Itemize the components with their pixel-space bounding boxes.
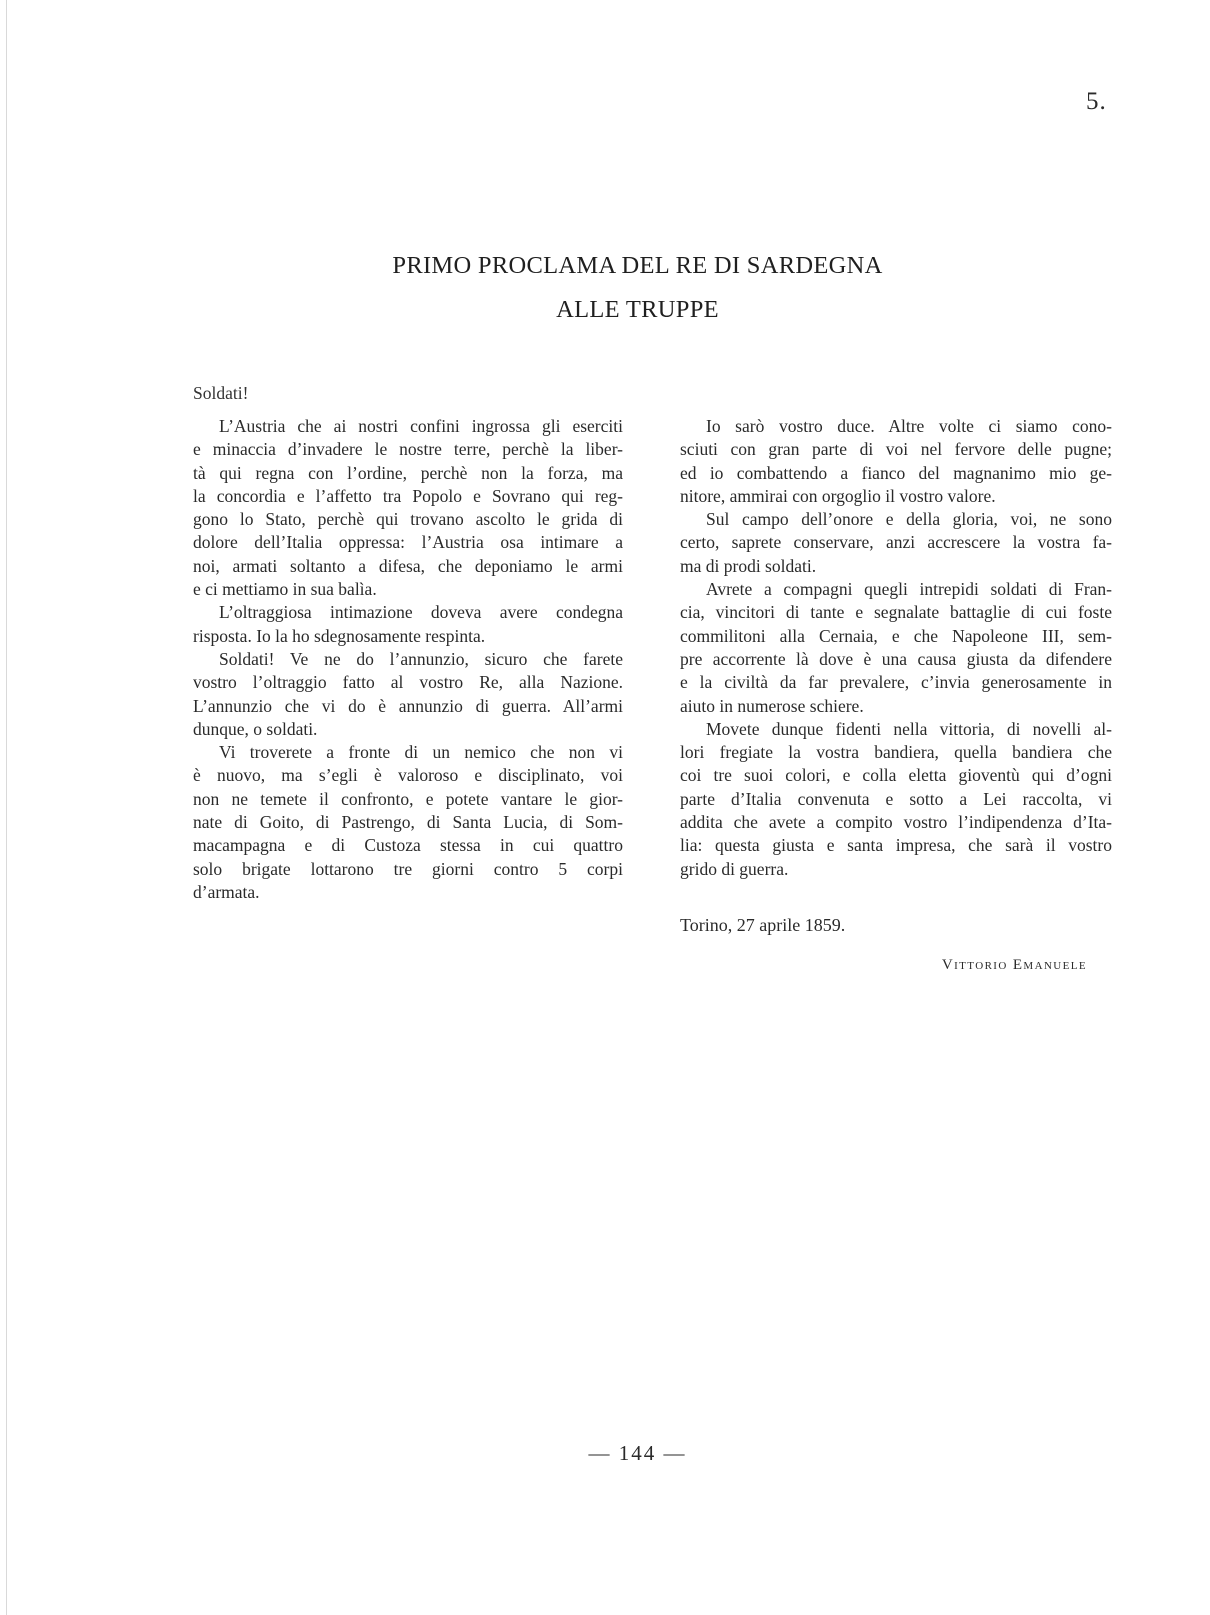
right-text-column xyxy=(680,415,1112,881)
text-line: è nuovo, ma s’egli è valoroso e disciplinato, voi xyxy=(193,765,623,786)
left-column-paragraph xyxy=(193,741,623,904)
text-line: Soldati! Ve ne do l’annunzio, sicuro che farete xyxy=(219,648,623,669)
text-line: nate di Goito, di Pastrengo, di Santa Lucia, di Som- xyxy=(193,812,623,833)
text-line: certo, saprete conservare, anzi accrescere la vostra fa- xyxy=(680,532,1112,553)
text-line: Io sarò vostro duce. Altre volte ci siamo cono- xyxy=(706,416,1112,436)
text-line: aiuto in numerose schiere. xyxy=(680,695,864,716)
text-line: parte d’Italia convenuta e sotto a Lei raccolta, vi xyxy=(680,788,1112,809)
proclamation-title xyxy=(0,244,1210,332)
left-column-paragraph xyxy=(193,415,623,601)
folio-page-number: — 144 — xyxy=(588,1441,687,1465)
text-line: cia, vincitori di tante e segnalate battaglie di cui foste xyxy=(680,602,1112,623)
text-line: sciuti con gran parte di voi nel fervore delle pugne; xyxy=(680,439,1112,460)
text-line: dunque, o soldati. xyxy=(193,718,318,739)
text-line: gono lo Stato, perchè qui trovano ascolto le grida di xyxy=(193,509,623,530)
text-line: dolore dell’Italia oppressa: l’Austria osa intimare a xyxy=(193,532,623,553)
text-line: ma di prodi soldati. xyxy=(680,555,817,576)
text-line: non ne temete il confronto, e potete vantare le gior- xyxy=(193,788,623,809)
text-line: vostro l’oltraggio fatto al vostro Re, alla Nazione. xyxy=(193,672,623,693)
left-column-paragraph xyxy=(193,601,623,648)
text-line: risposta. Io la ho sdegnosamente respinta. xyxy=(193,625,486,646)
text-line: lia: questa giusta e santa impresa, che sarà il vostro xyxy=(680,835,1112,856)
text-line: la concordia e l’affetto tra Popolo e Sovrano qui reg- xyxy=(193,485,623,506)
text-line: Movete dunque fidenti nella vittoria, di novelli al- xyxy=(706,718,1112,739)
text-line: tà qui regna con l’ordine, perchè non la forza, ma xyxy=(193,462,623,483)
text-line: L’annunzio che vi do è annunzio di guerra. All’armi xyxy=(193,695,623,716)
text-line: d’armata. xyxy=(193,881,260,902)
text-line: macampagna e di Custoza stessa in cui quattro xyxy=(193,835,623,856)
text-line: e ci mettiamo in sua balìa. xyxy=(193,579,377,600)
text-line: nitore, ammirai con orgoglio il vostro valore. xyxy=(680,485,996,506)
text-line: L’Austria che ai nostri confini ingrossa gli eserciti xyxy=(219,416,623,436)
text-line: solo brigate lottarono tre giorni contro 5 corpi xyxy=(193,858,623,879)
left-text-column xyxy=(193,415,623,904)
title-line-2: ALLE TRUPPE xyxy=(556,296,719,323)
text-line: pre accorrente là dove è una causa giusta da difendere xyxy=(680,648,1112,669)
right-column-paragraph xyxy=(680,578,1112,718)
date-line: Torino, 27 aprile 1859. xyxy=(680,915,846,935)
text-line: L’oltraggiosa intimazione doveva avere condegna xyxy=(219,602,623,623)
right-column-paragraph xyxy=(680,718,1112,881)
right-column-paragraph xyxy=(680,415,1112,508)
page-number: 5. xyxy=(1086,88,1107,115)
signature: Vittorio Emanuele xyxy=(941,957,1087,973)
text-line: e la civiltà da far prevalere, c’invia generosamente in xyxy=(680,672,1112,693)
text-line: Avrete a compagni quegli intrepidi soldati di Fran- xyxy=(706,579,1112,600)
text-line: grido di guerra. xyxy=(680,858,789,879)
text-line: coi tre suoi colori, e colla eletta gioventù qui d’ogni xyxy=(680,765,1112,786)
text-line: Sul campo dell’onore e della gloria, voi, ne sono xyxy=(706,509,1112,530)
text-line: e minaccia d’invadere le nostre terre, perchè la liber- xyxy=(193,439,623,460)
text-line: Vi troverete a fronte di un nemico che non vi xyxy=(219,742,623,763)
text-line: noi, armati soltanto a difesa, che deponiamo le armi xyxy=(193,555,623,576)
title-line-1: PRIMO PROCLAMA DEL RE DI SARDEGNA xyxy=(392,252,883,279)
page-gutter-line xyxy=(6,0,7,1615)
text-line: ed io combattendo a fianco del magnanimo mio ge- xyxy=(680,462,1112,483)
left-column-paragraph xyxy=(193,648,623,741)
salutation: Soldati! xyxy=(193,383,249,403)
right-column-paragraph xyxy=(680,508,1112,578)
text-line: lori fregiate la vostra bandiera, quella bandiera che xyxy=(680,742,1112,763)
text-line: addita che avete a compito vostro l’indipendenza d’Ita- xyxy=(680,812,1112,833)
text-line: commilitoni alla Cernaia, e che Napoleone III, sem- xyxy=(680,625,1112,646)
